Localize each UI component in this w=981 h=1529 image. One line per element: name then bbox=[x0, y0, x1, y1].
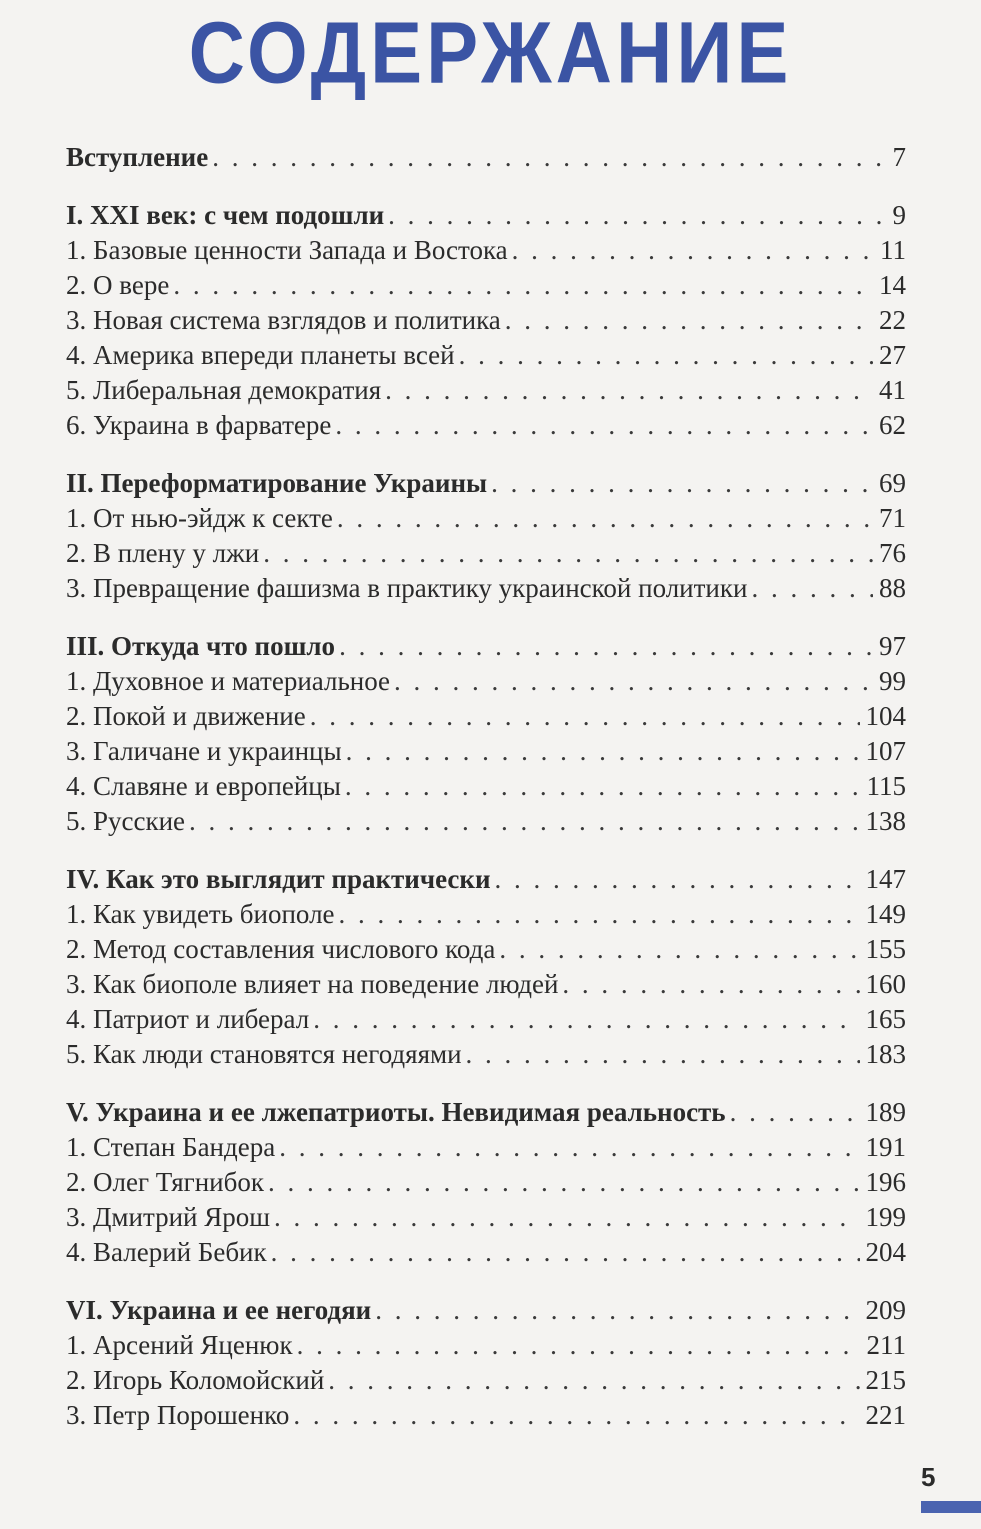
dot-leader bbox=[499, 932, 859, 967]
toc-entry-title: 3. Галичане и украинцы bbox=[66, 736, 342, 766]
toc-entry-title: 3. Новая система взглядов и политика bbox=[66, 305, 501, 335]
toc-entry-row bbox=[66, 1165, 906, 1200]
toc-page-number: 147 bbox=[865, 864, 906, 894]
toc-entry-title: 1. Как увидеть биополе bbox=[66, 899, 335, 929]
toc-entry-row bbox=[66, 536, 906, 571]
dot-leader bbox=[313, 1002, 859, 1037]
toc-page-number: 221 bbox=[865, 1400, 906, 1430]
toc-chapter-title: Вступление bbox=[66, 142, 209, 172]
toc-chapter-row bbox=[66, 466, 906, 501]
dot-leader bbox=[385, 373, 873, 408]
toc-entry-row bbox=[66, 1200, 906, 1235]
toc-page-number: 209 bbox=[865, 1295, 906, 1325]
toc-chapter-row bbox=[66, 140, 906, 175]
toc-page-number: 7 bbox=[892, 142, 906, 172]
toc-entry-title: 3. Как биополе влияет на поведение людей bbox=[66, 969, 559, 999]
toc-entry-title: 2. О вере bbox=[66, 270, 170, 300]
toc-entry-title: 5. Как люди становятся негодяями bbox=[66, 1039, 462, 1069]
toc-entry-row bbox=[66, 408, 906, 443]
toc-page-number: 22 bbox=[879, 305, 906, 335]
toc-page-number: 41 bbox=[879, 375, 906, 405]
dot-leader bbox=[268, 1165, 860, 1200]
dot-leader bbox=[274, 1200, 859, 1235]
toc-entry-title: 4. Валерий Бебик bbox=[66, 1237, 267, 1267]
toc-entry-title: 2. Метод составления числового кода bbox=[66, 934, 496, 964]
page-number: 5 bbox=[921, 1462, 936, 1492]
toc-entry-row bbox=[66, 1037, 906, 1072]
toc-entry-title: 4. Патриот и либерал bbox=[66, 1004, 310, 1034]
dot-leader bbox=[212, 140, 886, 175]
dot-leader bbox=[173, 268, 873, 303]
dot-leader bbox=[495, 862, 860, 897]
dot-leader bbox=[335, 408, 873, 443]
toc-page-number: 99 bbox=[879, 666, 906, 696]
toc-chapter-title: III. Откуда что пошло bbox=[66, 631, 336, 661]
toc-entry-row bbox=[66, 233, 906, 268]
dot-leader bbox=[339, 897, 860, 932]
toc-section bbox=[66, 198, 906, 443]
toc-entry-row bbox=[66, 699, 906, 734]
toc-entry-title: 1. Степан Бандера bbox=[66, 1132, 276, 1162]
toc-chapter-row bbox=[66, 198, 906, 233]
toc-entry-title: 1. Базовые ценности Запада и Востока bbox=[66, 235, 508, 265]
dot-leader bbox=[263, 536, 873, 571]
toc-page-number: 189 bbox=[865, 1097, 906, 1127]
toc-page-number: 97 bbox=[879, 631, 906, 661]
toc-entry-title: 1. Духовное и материальное bbox=[66, 666, 391, 696]
toc-page-number: 76 bbox=[879, 538, 906, 568]
page-title: СОДЕРЖАНИЕ bbox=[188, 3, 793, 102]
toc-page-number: 107 bbox=[865, 736, 906, 766]
dot-leader bbox=[459, 338, 873, 373]
toc-page-number: 183 bbox=[865, 1039, 906, 1069]
toc-chapter-title: II. Переформатирование Украины bbox=[66, 468, 488, 498]
toc-page-number: 211 bbox=[866, 1330, 906, 1360]
dot-leader bbox=[310, 699, 860, 734]
toc-chapter-row bbox=[66, 1095, 906, 1130]
dot-leader bbox=[491, 466, 873, 501]
toc-entry-title: 4. Славяне и европейцы bbox=[66, 771, 341, 801]
toc-entry-title: 1. От нью-эйдж к секте bbox=[66, 503, 333, 533]
toc-page-number: 104 bbox=[865, 701, 906, 731]
page-marker-bar bbox=[921, 1501, 981, 1513]
toc-chapter-row bbox=[66, 629, 906, 664]
toc-section bbox=[66, 140, 906, 175]
toc-entry-row bbox=[66, 501, 906, 536]
toc-entry-title: 1. Арсений Яценюк bbox=[66, 1330, 293, 1360]
toc-chapter-row bbox=[66, 1293, 906, 1328]
toc-entry-row bbox=[66, 1235, 906, 1270]
toc-entry-row bbox=[66, 769, 906, 804]
toc-entry-row bbox=[66, 268, 906, 303]
toc-page-number: 204 bbox=[865, 1237, 906, 1267]
dot-leader bbox=[751, 571, 873, 606]
toc-section bbox=[66, 1095, 906, 1270]
toc-entry-title: 3. Петр Порошенко bbox=[66, 1400, 290, 1430]
toc-page-number: 155 bbox=[865, 934, 906, 964]
dot-leader bbox=[388, 198, 886, 233]
toc-page-number: 62 bbox=[879, 410, 906, 440]
toc-entry-row bbox=[66, 1363, 906, 1398]
dot-leader bbox=[339, 629, 873, 664]
toc-entry-row bbox=[66, 1328, 906, 1363]
toc-chapter-title: IV. Как это выглядит практически bbox=[66, 864, 491, 894]
dot-leader bbox=[345, 769, 861, 804]
toc-page-number: 149 bbox=[865, 899, 906, 929]
toc-page-number: 215 bbox=[865, 1365, 906, 1395]
toc-entry-row bbox=[66, 897, 906, 932]
dot-leader bbox=[512, 233, 874, 268]
toc-page-number: 11 bbox=[880, 235, 906, 265]
toc-page-number: 9 bbox=[892, 200, 906, 230]
toc-chapter-row bbox=[66, 862, 906, 897]
dot-leader bbox=[328, 1363, 859, 1398]
dot-leader bbox=[394, 664, 873, 699]
toc-entry-title: 2. Игорь Коломойский bbox=[66, 1365, 325, 1395]
toc-chapter-title: V. Украина и ее лжепатриоты. Невидимая реальность bbox=[66, 1097, 726, 1127]
toc-entry-title: 2. В плену у лжи bbox=[66, 538, 260, 568]
toc-section bbox=[66, 466, 906, 606]
dot-leader bbox=[730, 1095, 860, 1130]
toc-entry-title: 2. Олег Тягнибок bbox=[66, 1167, 264, 1197]
toc-entry-title: 2. Покой и движение bbox=[66, 701, 306, 731]
toc-entry-row bbox=[66, 664, 906, 699]
toc-entry-title: 5. Русские bbox=[66, 806, 186, 836]
toc-page-number: 115 bbox=[866, 771, 906, 801]
toc-section bbox=[66, 862, 906, 1072]
toc-chapter-title: I. XXI век: с чем подошли bbox=[66, 200, 385, 230]
toc-entry-row bbox=[66, 1398, 906, 1433]
toc-page-number: 27 bbox=[879, 340, 906, 370]
toc-entry-row bbox=[66, 932, 906, 967]
dot-leader bbox=[293, 1398, 859, 1433]
toc-entry-title: 4. Америка впереди планеты всей bbox=[66, 340, 455, 370]
table-of-contents bbox=[66, 140, 906, 1456]
dot-leader bbox=[562, 967, 859, 1002]
toc-page-number: 14 bbox=[879, 270, 906, 300]
toc-entry-title: 6. Украина в фарватере bbox=[66, 410, 332, 440]
toc-entry-row bbox=[66, 303, 906, 338]
toc-page-number: 88 bbox=[879, 573, 906, 603]
toc-entry-row bbox=[66, 734, 906, 769]
dot-leader bbox=[297, 1328, 861, 1363]
dot-leader bbox=[346, 734, 860, 769]
toc-entry-row bbox=[66, 571, 906, 606]
dot-leader bbox=[505, 303, 873, 338]
toc-chapter-title: VI. Украина и ее негодяи bbox=[66, 1295, 372, 1325]
toc-page-number: 160 bbox=[865, 969, 906, 999]
dot-leader bbox=[189, 804, 859, 839]
toc-page-number: 138 bbox=[865, 806, 906, 836]
dot-leader bbox=[271, 1235, 860, 1270]
toc-page-number: 199 bbox=[865, 1202, 906, 1232]
dot-leader bbox=[466, 1037, 860, 1072]
toc-page-number: 191 bbox=[865, 1132, 906, 1162]
toc-section bbox=[66, 1293, 906, 1433]
toc-entry-row bbox=[66, 373, 906, 408]
toc-entry-row bbox=[66, 967, 906, 1002]
toc-entry-row bbox=[66, 338, 906, 373]
toc-entry-row bbox=[66, 1130, 906, 1165]
toc-entry-row bbox=[66, 1002, 906, 1037]
toc-page-number: 165 bbox=[865, 1004, 906, 1034]
toc-entry-title: 3. Превращение фашизма в практику украинской политики bbox=[66, 573, 748, 603]
toc-page-number: 196 bbox=[865, 1167, 906, 1197]
toc-section bbox=[66, 629, 906, 839]
toc-entry-title: 5. Либеральная демократия bbox=[66, 375, 382, 405]
dot-leader bbox=[375, 1293, 859, 1328]
toc-page-number: 71 bbox=[879, 503, 906, 533]
toc-entry-title: 3. Дмитрий Ярош bbox=[66, 1202, 271, 1232]
toc-entry-row bbox=[66, 804, 906, 839]
dot-leader bbox=[337, 501, 873, 536]
toc-page-number: 69 bbox=[879, 468, 906, 498]
dot-leader bbox=[279, 1130, 859, 1165]
